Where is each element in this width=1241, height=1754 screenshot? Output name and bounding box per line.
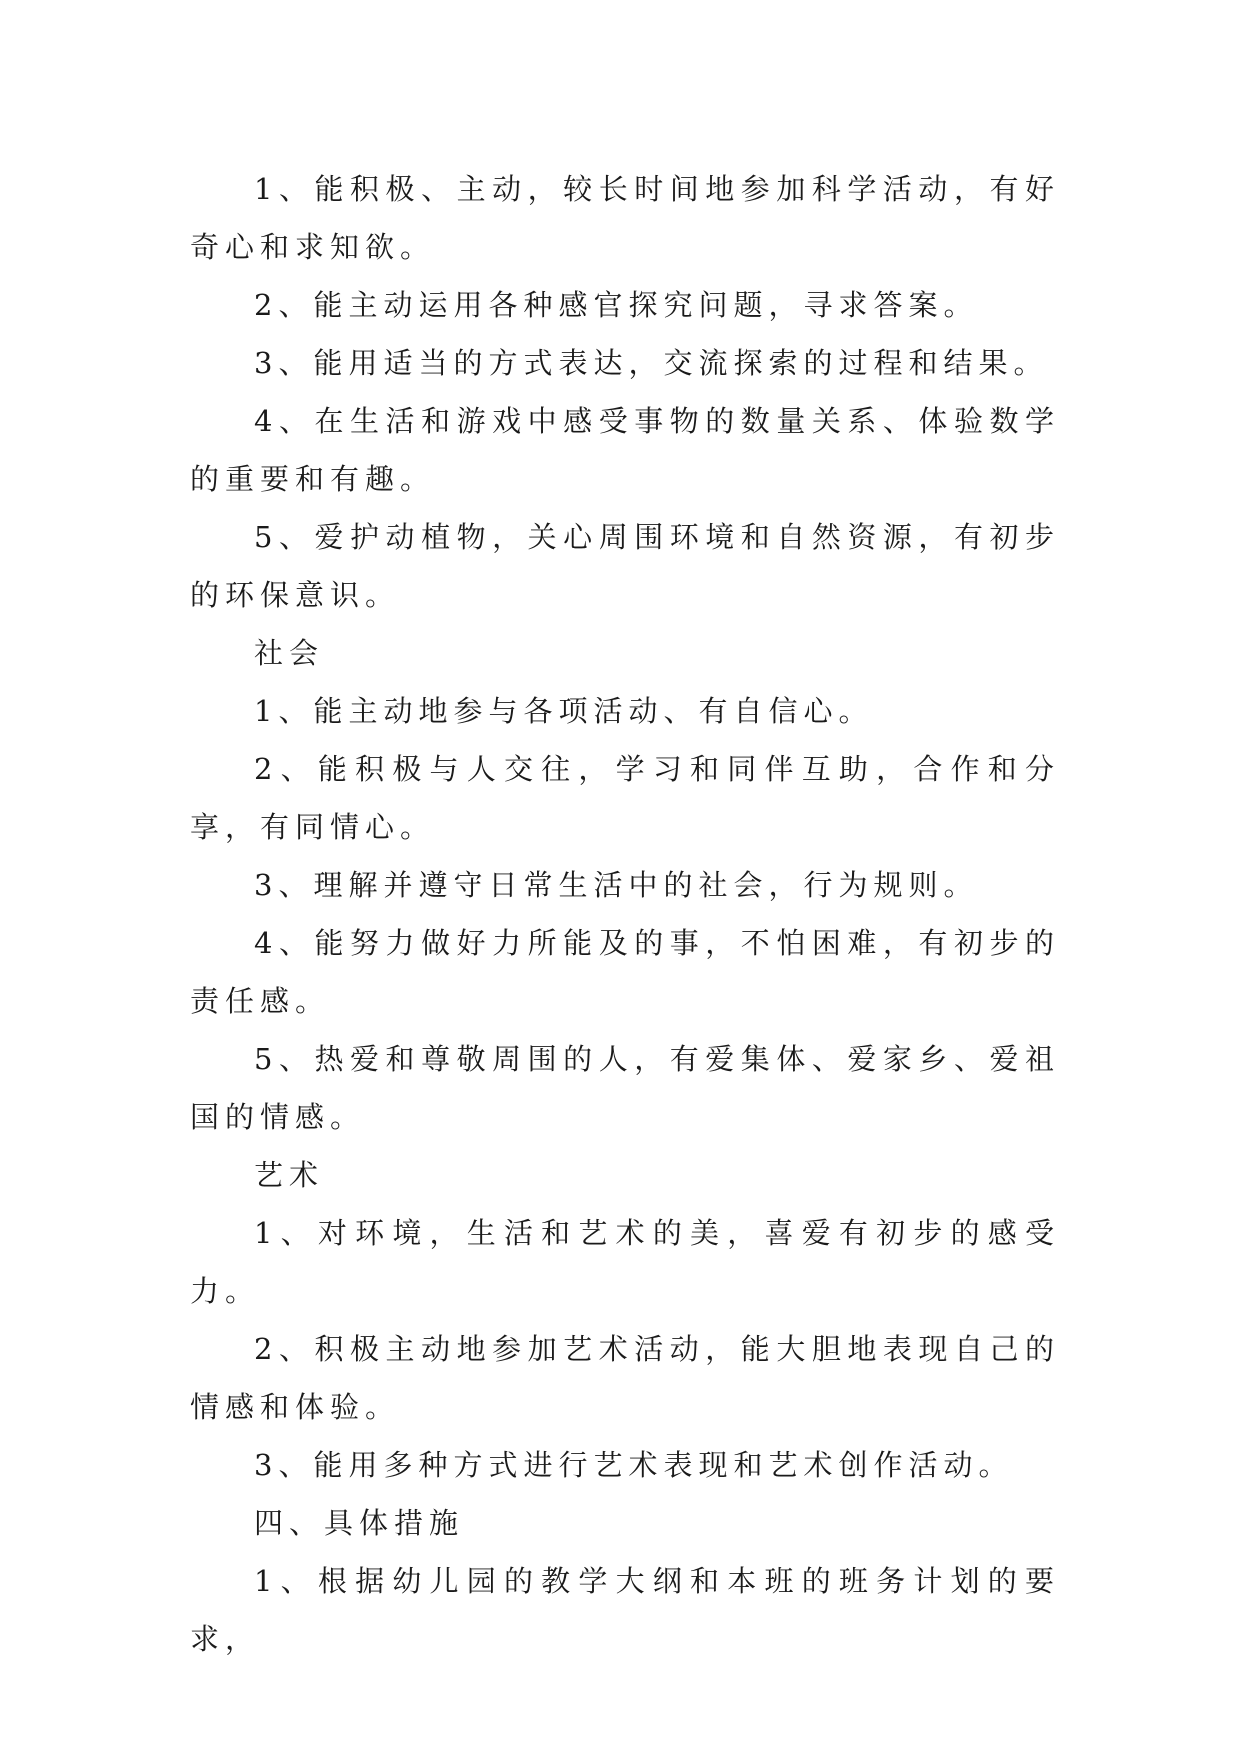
paragraph-science-3: 3、能用适当的方式表达，交流探索的过程和结果。 (254, 346, 1049, 380)
paragraph-art-3: 3、能用多种方式进行艺术表现和艺术创作活动。 (254, 1448, 1014, 1482)
paragraph-society-1: 1、能主动地参与各项活动、有自信心。 (254, 694, 874, 728)
paragraph-art-1: 1、对环境，生活和艺术的美，喜爱有初步的感受力。 (190, 1216, 1060, 1308)
paragraph-science-4: 4、在生活和游戏中感受事物的数量关系、体验数学的重要和有趣。 (190, 404, 1060, 496)
section-heading-art: 艺术 (254, 1158, 325, 1192)
paragraph-science-2: 2、能主动运用各种感官探究问题，寻求答案。 (254, 288, 979, 322)
section-heading-measures: 四、具体措施 (254, 1506, 465, 1540)
paragraph-science-1: 1、能积极、主动，较长时间地参加科学活动，有好奇心和求知欲。 (190, 172, 1060, 264)
paragraph-art-2: 2、积极主动地参加艺术活动，能大胆地表现自己的情感和体验。 (190, 1332, 1060, 1424)
paragraph-measures-1: 1、根据幼儿园的教学大纲和本班的班务计划的要求， (190, 1564, 1060, 1656)
document-body (190, 160, 1060, 1668)
paragraph-science-5: 5、爱护动植物，关心周围环境和自然资源，有初步的环保意识。 (190, 520, 1060, 612)
paragraph-society-5: 5、热爱和尊敬周围的人，有爱集体、爱家乡、爱祖国的情感。 (190, 1042, 1060, 1134)
section-heading-society: 社会 (254, 636, 325, 670)
paragraph-society-4: 4、能努力做好力所能及的事，不怕困难，有初步的责任感。 (190, 926, 1060, 1018)
paragraph-society-2: 2、能积极与人交往，学习和同伴互助，合作和分享，有同情心。 (190, 752, 1060, 844)
paragraph-society-3: 3、理解并遵守日常生活中的社会，行为规则。 (254, 868, 979, 902)
